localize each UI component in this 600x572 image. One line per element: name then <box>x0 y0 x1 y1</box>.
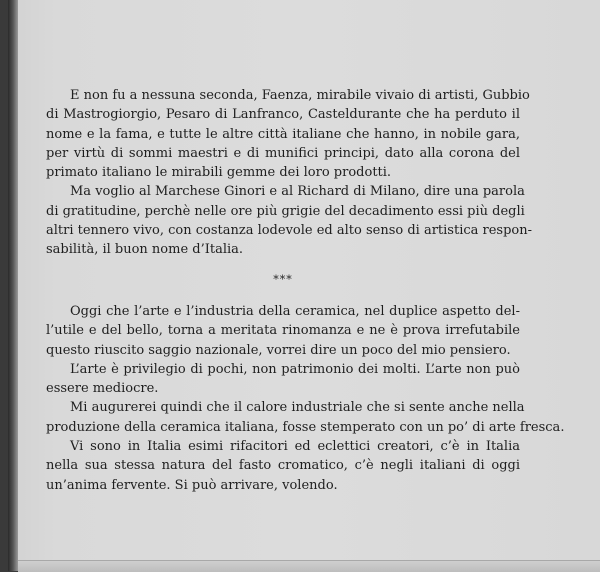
book-page <box>8 0 600 571</box>
text-line: L’arte è privilegio di pochi, non patrimonio dei molti. L’arte non può <box>70 361 520 377</box>
paragraph-2 <box>46 182 533 259</box>
page-gutter-shadow <box>8 0 18 571</box>
text-line: altri tennero vivo, con costanza lodevole ed alto senso di artistica respon- <box>46 223 533 239</box>
paragraph-1 <box>46 86 530 182</box>
text-line: nella sua stessa natura del fasto cromatico, c’è negli italiani di oggi <box>46 458 520 474</box>
paragraph-5 <box>46 398 565 437</box>
text-line: di Mastrogiorgio, Pesaro di Lanfranco, Casteldurante che ha perduto il <box>46 107 520 123</box>
text-line: l’utile e del bello, torna a meritata rinomanza e ne è prova irrefutabile <box>46 323 520 339</box>
text-line: Ma voglio al Marchese Ginori e al Richard di Milano, dire una parola <box>70 184 525 200</box>
text-line: Vi sono in Italia esimi rifacitori ed eclettici creatori, c’è in Italia <box>70 439 520 455</box>
section-separator: *** <box>273 272 293 286</box>
paragraph-6 <box>46 437 520 495</box>
body-text <box>46 86 565 495</box>
text-line: produzione della ceramica italiana, fosse stemperato con un po’ di arte fresca. <box>46 419 565 435</box>
text-line: E non fu a nessuna seconda, Faenza, mirabile vivaio di artisti, Gubbio <box>70 88 530 103</box>
text-line: essere mediocre. <box>46 381 159 397</box>
text-line: nome e la fama, e tutte le altre città italiane che hanno, in nobile gara, <box>46 126 520 142</box>
paragraph-3 <box>46 302 520 360</box>
page-bottom-edge <box>18 560 600 572</box>
paragraph-4 <box>46 360 520 399</box>
text-line: per virtù di sommi maestri e di munifici principi, dato alla corona del <box>46 145 520 161</box>
text-line: primato italiano le mirabili gemme dei loro prodotti. <box>46 165 392 181</box>
text-line: Oggi che l’arte e l’industria della ceramica, nel duplice aspetto del- <box>70 303 520 319</box>
text-line: questo riuscito saggio nazionale, vorrei dire un poco del mio pensiero. <box>46 342 511 358</box>
text-line: un’anima fervente. Si può arrivare, volendo. <box>46 477 338 493</box>
text-line: sabilità, il buon nome d’Italia. <box>46 242 244 258</box>
text-line: di gratitudine, perchè nelle ore più grigie del decadimento essi più degli <box>46 203 525 219</box>
text-line: Mi augurerei quindi che il calore industriale che si sente anche nella <box>70 400 525 416</box>
